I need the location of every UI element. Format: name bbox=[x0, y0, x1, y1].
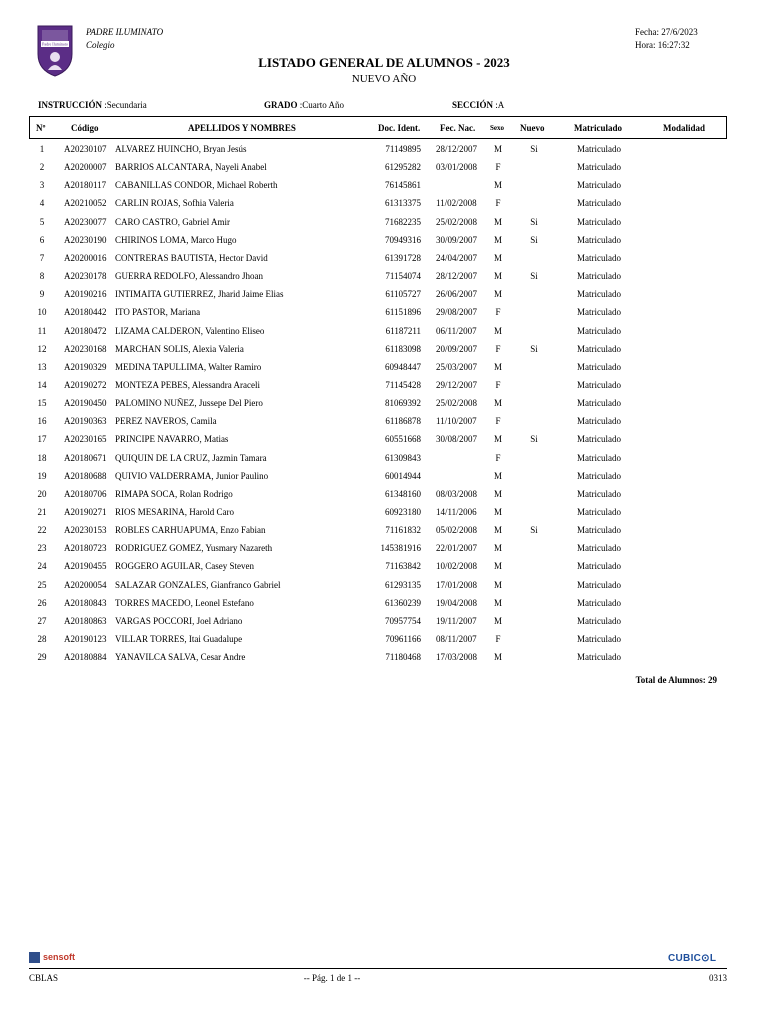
row-number: 28 bbox=[37, 634, 47, 645]
row-number: 9 bbox=[39, 289, 45, 300]
table-row bbox=[0, 377, 768, 395]
doc-ident: 60551668 bbox=[385, 434, 421, 445]
sex: F bbox=[495, 452, 501, 463]
enrollment-status: Matriculado bbox=[577, 597, 621, 608]
sex: M bbox=[493, 325, 502, 336]
birth-date: 22/01/2007 bbox=[436, 543, 478, 554]
table-row bbox=[0, 159, 768, 177]
sex: M bbox=[493, 361, 502, 372]
sex: M bbox=[493, 470, 502, 481]
doc-ident: 60014944 bbox=[385, 470, 421, 481]
doc-ident: 61105727 bbox=[385, 289, 421, 300]
page-number: -- Pág. 1 de 1 -- bbox=[303, 973, 361, 983]
row-number: 23 bbox=[37, 543, 47, 554]
doc-ident: 61187211 bbox=[385, 325, 421, 336]
enrollment-status: Matriculado bbox=[577, 452, 621, 463]
enrollment-status: Matriculado bbox=[577, 652, 621, 663]
table-row bbox=[0, 286, 768, 304]
student-code: A20180472 bbox=[64, 325, 107, 336]
student-name: CARLIN ROJAS, Sofhia Valeria bbox=[115, 198, 234, 209]
row-number: 17 bbox=[37, 434, 47, 445]
doc-ident: 71161832 bbox=[385, 525, 421, 536]
col-nuevo: Nuevo bbox=[520, 123, 545, 133]
student-code: A20230165 bbox=[64, 434, 107, 445]
sex: M bbox=[493, 488, 502, 499]
row-number: 21 bbox=[37, 507, 47, 517]
sex: F bbox=[495, 379, 501, 390]
report-subtitle: NUEVO AÑO bbox=[351, 73, 417, 85]
instruccion-label: INSTRUCCIÓN bbox=[38, 100, 103, 110]
student-code: A20180863 bbox=[64, 615, 107, 626]
col-num: Nº bbox=[36, 123, 46, 133]
enrollment-status: Matriculado bbox=[577, 252, 621, 263]
enrollment-status: Matriculado bbox=[577, 216, 621, 227]
student-name: QUIQUIN DE LA CRUZ, Jazmin Tamara bbox=[115, 452, 267, 463]
birth-date: 08/03/2008 bbox=[436, 488, 478, 499]
table-row bbox=[0, 649, 768, 667]
col-fec: Fec. Nac. bbox=[440, 123, 476, 133]
student-name: QUIVIO VALDERRAMA, Junior Paulino bbox=[115, 470, 269, 481]
table-row bbox=[0, 595, 768, 613]
sex: M bbox=[493, 561, 502, 572]
print-time: Hora: 16:27:32 bbox=[635, 40, 690, 50]
table-row bbox=[0, 341, 768, 359]
student-name: CABANILLAS CONDOR, Michael Roberth bbox=[115, 180, 278, 191]
nuevo-flag: Si bbox=[530, 234, 538, 245]
student-name: RODRIGUEZ GOMEZ, Yusmary Nazareth bbox=[115, 543, 273, 554]
table-row bbox=[0, 558, 768, 576]
doc-ident: 71149895 bbox=[385, 144, 421, 154]
student-name: PRINCIPE NAVARRO, Matias bbox=[115, 434, 229, 445]
col-matriculado: Matriculado bbox=[574, 123, 622, 133]
sex: M bbox=[493, 180, 502, 191]
birth-date: 30/08/2007 bbox=[436, 434, 478, 445]
birth-date: 05/02/2008 bbox=[436, 525, 478, 536]
student-name: TORRES MACEDO, Leonel Estefano bbox=[115, 597, 254, 608]
doc-ident: 61313375 bbox=[385, 198, 421, 209]
table-row bbox=[0, 522, 768, 540]
table-row bbox=[0, 486, 768, 504]
row-number: 7 bbox=[39, 252, 45, 263]
student-name: LIZAMA CALDERON, Valentino Eliseo bbox=[115, 325, 265, 336]
enrollment-status: Matriculado bbox=[577, 379, 621, 390]
sex: M bbox=[493, 252, 502, 263]
student-code: A20190450 bbox=[64, 398, 107, 409]
col-sexo: Sexo bbox=[490, 124, 504, 132]
student-code: A20180442 bbox=[64, 307, 107, 318]
enrollment-status: Matriculado bbox=[577, 144, 621, 154]
doc-ident: 61348160 bbox=[385, 488, 421, 499]
birth-date: 08/11/2007 bbox=[436, 634, 477, 645]
sex: F bbox=[495, 198, 501, 209]
nuevo-flag: Si bbox=[530, 216, 538, 227]
doc-ident: 71682235 bbox=[385, 216, 421, 227]
doc-ident: 145381916 bbox=[380, 543, 421, 554]
date-block bbox=[635, 26, 698, 52]
doc-ident: 70961166 bbox=[385, 634, 421, 645]
birth-date: 10/02/2008 bbox=[436, 561, 478, 572]
table-row bbox=[0, 450, 768, 468]
student-code: A20230107 bbox=[64, 144, 107, 154]
student-code: A20200007 bbox=[64, 162, 107, 173]
birth-date: 14/11/2006 bbox=[436, 507, 477, 517]
doc-ident: 60948447 bbox=[385, 361, 421, 372]
student-code: A20230077 bbox=[64, 216, 107, 227]
seccion-label: SECCIÓN bbox=[452, 100, 494, 110]
student-name: ROGGERO AGUILAR, Casey Steven bbox=[115, 561, 254, 572]
student-name: PEREZ NAVEROS, Camila bbox=[115, 416, 217, 427]
nuevo-flag: Si bbox=[530, 434, 538, 445]
student-name: CHIRINOS LOMA, Marco Hugo bbox=[115, 234, 237, 245]
table-row bbox=[0, 214, 768, 232]
row-number: 15 bbox=[37, 398, 47, 409]
enrollment-status: Matriculado bbox=[577, 507, 621, 517]
birth-date: 29/12/2007 bbox=[436, 379, 478, 390]
doc-ident: 71180468 bbox=[385, 652, 421, 663]
student-code: A20230178 bbox=[64, 271, 107, 282]
row-number: 5 bbox=[39, 216, 45, 227]
col-nombres: APELLIDOS Y NOMBRES bbox=[188, 123, 296, 133]
birth-date: 11/10/2007 bbox=[436, 416, 477, 427]
row-number: 4 bbox=[39, 198, 45, 209]
student-name: MARCHAN SOLIS, Alexia Valeria bbox=[115, 343, 244, 354]
student-code: A20180688 bbox=[64, 470, 107, 481]
student-code: A20230190 bbox=[64, 234, 107, 245]
sex: M bbox=[493, 289, 502, 300]
enrollment-status: Matriculado bbox=[577, 488, 621, 499]
table-row bbox=[0, 195, 768, 213]
student-name: ALVAREZ HUINCHO, Bryan Jesús bbox=[115, 144, 247, 154]
cube-icon bbox=[29, 952, 40, 963]
grado-field bbox=[264, 100, 344, 110]
sex: F bbox=[495, 634, 501, 645]
grado-label: GRADO bbox=[264, 100, 298, 110]
birth-date: 25/02/2008 bbox=[436, 398, 478, 409]
student-name: MEDINA TAPULLIMA, Walter Ramiro bbox=[115, 361, 262, 372]
student-code: A20180671 bbox=[64, 452, 107, 463]
table-row bbox=[0, 141, 768, 159]
birth-date: 19/04/2008 bbox=[436, 597, 478, 608]
row-number: 1 bbox=[39, 144, 45, 154]
row-number: 18 bbox=[37, 452, 47, 463]
birth-date: 25/02/2008 bbox=[436, 216, 478, 227]
footer-left: CBLAS bbox=[29, 973, 59, 983]
sex: M bbox=[493, 615, 502, 626]
enrollment-status: Matriculado bbox=[577, 416, 621, 427]
seccion-field bbox=[452, 100, 504, 110]
sex: M bbox=[493, 652, 502, 663]
enrollment-status: Matriculado bbox=[577, 234, 621, 245]
svg-text:Padre Iluminato: Padre Iluminato bbox=[42, 41, 68, 47]
doc-ident: 71145428 bbox=[385, 379, 421, 390]
row-number: 27 bbox=[37, 615, 47, 626]
student-code: A20180117 bbox=[64, 180, 107, 191]
birth-date: 11/02/2008 bbox=[436, 198, 477, 209]
nuevo-flag: Si bbox=[530, 525, 538, 536]
birth-date: 28/12/2007 bbox=[436, 271, 478, 282]
doc-ident: 61186878 bbox=[385, 416, 421, 427]
doc-ident: 61183098 bbox=[385, 343, 421, 354]
enrollment-status: Matriculado bbox=[577, 525, 621, 536]
sex: F bbox=[495, 307, 501, 318]
col-modalidad: Modalidad bbox=[663, 123, 706, 133]
table-row bbox=[0, 304, 768, 322]
enrollment-status: Matriculado bbox=[577, 470, 621, 481]
sex: M bbox=[493, 543, 502, 554]
enrollment-status: Matriculado bbox=[577, 579, 621, 590]
student-name: ITO PASTOR, Mariana bbox=[115, 307, 201, 318]
student-name: RIMAPA SOCA, Rolan Rodrigo bbox=[115, 488, 233, 499]
student-name: CONTRERAS BAUTISTA, Hector David bbox=[115, 252, 268, 263]
sex: F bbox=[495, 162, 501, 173]
sex: M bbox=[493, 144, 502, 154]
enrollment-status: Matriculado bbox=[577, 361, 621, 372]
student-name: INTIMAITA GUTIERREZ, Jharid Jaime Elias bbox=[115, 289, 284, 300]
enrollment-status: Matriculado bbox=[577, 434, 621, 445]
student-name: PALOMINO NUÑEZ, Jussepe Del Piero bbox=[115, 398, 263, 409]
birth-date: 30/09/2007 bbox=[436, 234, 478, 245]
table-row bbox=[0, 577, 768, 595]
seccion-value: :A bbox=[495, 100, 505, 110]
sex: M bbox=[493, 507, 502, 517]
doc-ident: 61293135 bbox=[385, 579, 421, 590]
student-name: VILLAR TORRES, Itai Guadalupe bbox=[115, 634, 243, 645]
birth-date: 20/09/2007 bbox=[436, 343, 478, 354]
row-number: 26 bbox=[37, 597, 47, 608]
student-name: RIOS MESARINA, Harold Caro bbox=[115, 507, 234, 517]
student-name: VARGAS POCCORI, Joel Adriano bbox=[115, 615, 243, 626]
doc-ident: 71163842 bbox=[385, 561, 421, 572]
sex: F bbox=[495, 343, 501, 354]
enrollment-status: Matriculado bbox=[577, 634, 621, 645]
row-number: 29 bbox=[37, 652, 47, 663]
sex: M bbox=[493, 216, 502, 227]
enrollment-status: Matriculado bbox=[577, 289, 621, 300]
table-row bbox=[0, 540, 768, 558]
enrollment-status: Matriculado bbox=[577, 543, 621, 554]
student-code: A20190272 bbox=[64, 379, 107, 390]
col-doc: Doc. Ident. bbox=[378, 123, 421, 133]
doc-ident: 61295282 bbox=[385, 162, 421, 173]
grado-value: :Cuarto Año bbox=[299, 100, 344, 110]
row-number: 24 bbox=[37, 561, 47, 572]
sex: M bbox=[493, 525, 502, 536]
report-title: LISTADO GENERAL DE ALUMNOS - 2023 bbox=[258, 55, 510, 70]
school-type: Colegio bbox=[86, 40, 115, 50]
row-number: 19 bbox=[37, 470, 47, 481]
doc-ident: 70957754 bbox=[385, 615, 421, 626]
student-code: A20230168 bbox=[64, 343, 107, 354]
student-code: A20200016 bbox=[64, 252, 107, 263]
table-row bbox=[0, 232, 768, 250]
sensoft-logo: sensoft bbox=[29, 952, 75, 963]
table-row bbox=[0, 613, 768, 631]
sex: M bbox=[493, 597, 502, 608]
student-name: YANAVILCA SALVA, Cesar Andre bbox=[115, 652, 246, 663]
enrollment-status: Matriculado bbox=[577, 398, 621, 409]
student-name: ROBLES CARHUAPUMA, Enzo Fabian bbox=[115, 525, 266, 536]
birth-date: 19/11/2007 bbox=[436, 615, 477, 626]
student-code: A20190455 bbox=[64, 561, 107, 572]
school-block bbox=[86, 26, 163, 52]
row-number: 10 bbox=[37, 307, 47, 318]
row-number: 16 bbox=[37, 416, 47, 427]
student-code: A20190123 bbox=[64, 634, 107, 645]
col-codigo: Código bbox=[71, 123, 99, 133]
birth-date: 17/01/2008 bbox=[436, 579, 478, 590]
birth-date: 17/03/2008 bbox=[436, 652, 478, 663]
enrollment-status: Matriculado bbox=[577, 271, 621, 282]
birth-date: 26/06/2007 bbox=[436, 289, 478, 300]
table-row bbox=[0, 359, 768, 377]
student-name: MONTEZA PEBES, Alessandra Araceli bbox=[115, 379, 260, 390]
print-date: Fecha: 27/6/2023 bbox=[635, 27, 698, 37]
table-row bbox=[0, 431, 768, 449]
doc-ident: 60923180 bbox=[385, 507, 421, 517]
student-code: A20180723 bbox=[64, 543, 107, 554]
table-row bbox=[0, 268, 768, 286]
enrollment-status: Matriculado bbox=[577, 198, 621, 209]
student-code: A20190271 bbox=[64, 507, 107, 517]
student-code: A20180884 bbox=[64, 652, 107, 663]
student-name: GUERRA REDOLFO, Alessandro Jhoan bbox=[115, 271, 263, 282]
doc-ident: 71154074 bbox=[385, 271, 421, 282]
row-number: 14 bbox=[37, 379, 47, 390]
row-number: 25 bbox=[37, 579, 47, 590]
doc-ident: 81069392 bbox=[385, 398, 421, 409]
student-name: BARRIOS ALCANTARA, Nayeli Anabel bbox=[115, 162, 267, 173]
student-code: A20190216 bbox=[64, 289, 107, 300]
enrollment-status: Matriculado bbox=[577, 343, 621, 354]
sex: F bbox=[495, 416, 501, 427]
student-code: A20230153 bbox=[64, 525, 107, 536]
row-number: 3 bbox=[39, 180, 45, 191]
cubicol-logo: CUBIC⊙L bbox=[668, 953, 717, 964]
table-row bbox=[0, 177, 768, 195]
birth-date: 06/11/2007 bbox=[436, 325, 477, 336]
row-number: 20 bbox=[37, 488, 47, 499]
table-row bbox=[0, 631, 768, 649]
table-row bbox=[0, 250, 768, 268]
student-name: CARO CASTRO, Gabriel Amir bbox=[115, 216, 231, 227]
sex: M bbox=[493, 234, 502, 245]
student-code: A20180843 bbox=[64, 597, 107, 608]
student-code: A20200054 bbox=[64, 579, 107, 590]
doc-ident: 61391728 bbox=[385, 252, 421, 263]
table-header bbox=[29, 116, 727, 139]
enrollment-status: Matriculado bbox=[577, 180, 621, 191]
enrollment-status: Matriculado bbox=[577, 615, 621, 626]
doc-ident: 61151896 bbox=[385, 307, 421, 318]
instruccion-field bbox=[38, 100, 147, 110]
enrollment-status: Matriculado bbox=[577, 307, 621, 318]
student-code: A20190363 bbox=[64, 416, 107, 427]
sex: M bbox=[493, 579, 502, 590]
total-students: Total de Alumnos: 29 bbox=[635, 675, 717, 685]
student-code: A20210052 bbox=[64, 198, 107, 209]
row-number: 2 bbox=[39, 162, 45, 173]
row-number: 22 bbox=[37, 525, 47, 536]
row-number: 13 bbox=[37, 361, 47, 372]
doc-ident: 76145861 bbox=[385, 180, 421, 191]
doc-ident: 61309843 bbox=[385, 452, 421, 463]
student-code: A20180706 bbox=[64, 488, 107, 499]
birth-date: 24/04/2007 bbox=[436, 252, 478, 263]
footer-divider bbox=[29, 968, 727, 969]
birth-date: 29/08/2007 bbox=[436, 307, 478, 318]
sex: M bbox=[493, 398, 502, 409]
table-row bbox=[0, 323, 768, 341]
instruccion-value: :Secundaria bbox=[104, 100, 147, 110]
table-row bbox=[0, 504, 768, 522]
nuevo-flag: Si bbox=[530, 271, 538, 282]
table-row bbox=[0, 395, 768, 413]
table-row bbox=[0, 468, 768, 486]
nuevo-flag: Si bbox=[530, 343, 538, 354]
birth-date: 03/01/2008 bbox=[436, 162, 478, 173]
row-number: 12 bbox=[37, 343, 47, 354]
enrollment-status: Matriculado bbox=[577, 162, 621, 173]
birth-date: 28/12/2007 bbox=[436, 144, 478, 154]
student-name: SALAZAR GONZALES, Gianfranco Gabriel bbox=[115, 579, 281, 590]
student-code: A20190329 bbox=[64, 361, 107, 372]
sex: M bbox=[493, 434, 502, 445]
enrollment-status: Matriculado bbox=[577, 325, 621, 336]
footer-right: 0313 bbox=[709, 973, 727, 983]
nuevo-flag: Si bbox=[530, 144, 538, 154]
table-row bbox=[0, 413, 768, 431]
birth-date: 25/03/2007 bbox=[436, 361, 478, 372]
row-number: 11 bbox=[37, 325, 47, 336]
row-number: 8 bbox=[39, 271, 45, 282]
enrollment-status: Matriculado bbox=[577, 561, 621, 572]
row-number: 6 bbox=[39, 234, 45, 245]
doc-ident: 61360239 bbox=[385, 597, 421, 608]
school-name: PADRE ILUMINATO bbox=[86, 27, 164, 37]
doc-ident: 70949316 bbox=[385, 234, 421, 245]
sex: M bbox=[493, 271, 502, 282]
